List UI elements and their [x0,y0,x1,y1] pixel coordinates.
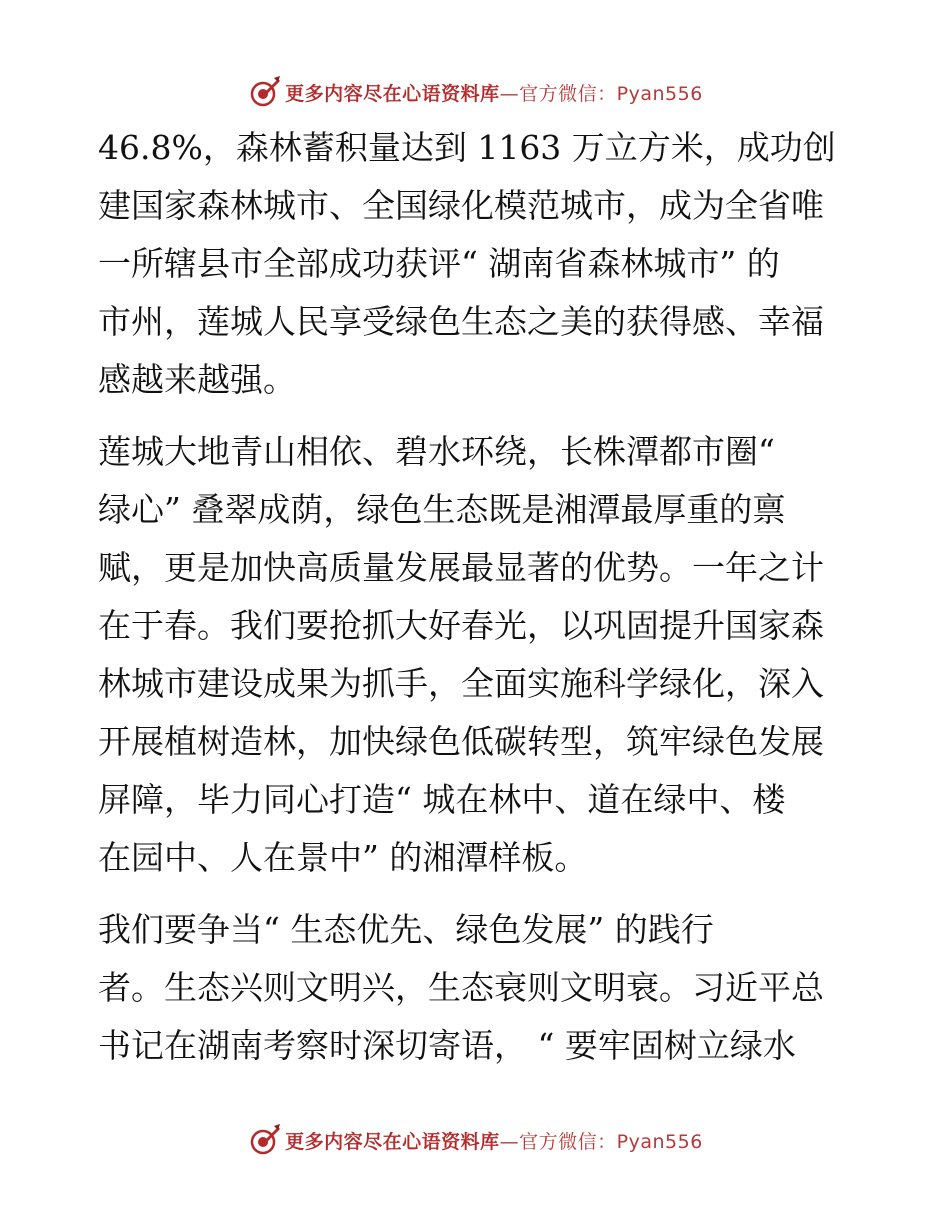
watermark-contact: —官方微信：Pyan556 [499,1130,703,1153]
text-line: 者。生态兴则文明兴，生态衰则文明衰。习近平总 [98,968,824,1007]
text-line: 林城市建设成果为抓手，全面实施科学绿化，深入 [98,664,824,703]
text-line: 书记在湖南考察时深切寄语， “ 要牢固树立绿水 [98,1026,796,1065]
text-line: 赋，更是加快高质量发展最显著的优势。一年之计 [98,548,824,587]
text-line: 在园中、人在景中” 的湘潭样板。 [98,838,588,877]
text-line: 绿心” 叠翠成荫，绿色生态既是湘潭最厚重的禀 [98,490,786,529]
document-body [98,119,858,1075]
text-line: 莲城大地青山相依、碧水环绕，长株潭都市圈“ [98,432,775,471]
paragraph-3 [98,901,858,1075]
quill-pen-emblem-icon [247,75,281,109]
text-line: 我们要争当“ 生态优先、绿色发展” 的践行 [98,910,714,949]
watermark-text [285,1127,703,1154]
text-line: 在于春。我们要抢抓大好春光，以巩固提升国家森 [98,606,824,645]
watermark-text [285,79,703,106]
watermark-brand: 更多内容尽在心语资料库 [285,1130,500,1153]
paragraph-2 [98,423,858,887]
footer-watermark [0,1120,950,1160]
text-line: 感越来越强。 [98,360,296,399]
watermark-brand: 更多内容尽在心语资料库 [285,82,500,105]
text-line: 46.8%，森林蓄积量达到 1163 万立方米，成功创 [98,128,836,167]
watermark-contact: —官方微信：Pyan556 [499,82,703,105]
text-line: 建国家森林城市、全国绿化模范城市，成为全省唯 [98,186,824,225]
paragraph-1 [98,119,858,409]
text-line: 开展植树造林，加快绿色低碳转型，筑牢绿色发展 [98,722,824,761]
quill-pen-emblem-icon [247,1123,281,1157]
text-line: 市州，莲城人民享受绿色生态之美的获得感、幸福 [98,302,824,341]
text-line: 屏障，毕力同心打造“ 城在林中、道在绿中、楼 [98,780,786,819]
header-watermark [0,72,950,112]
text-line: 一所辖县市全部成功获评“ 湖南省森林城市” 的 [98,244,780,283]
